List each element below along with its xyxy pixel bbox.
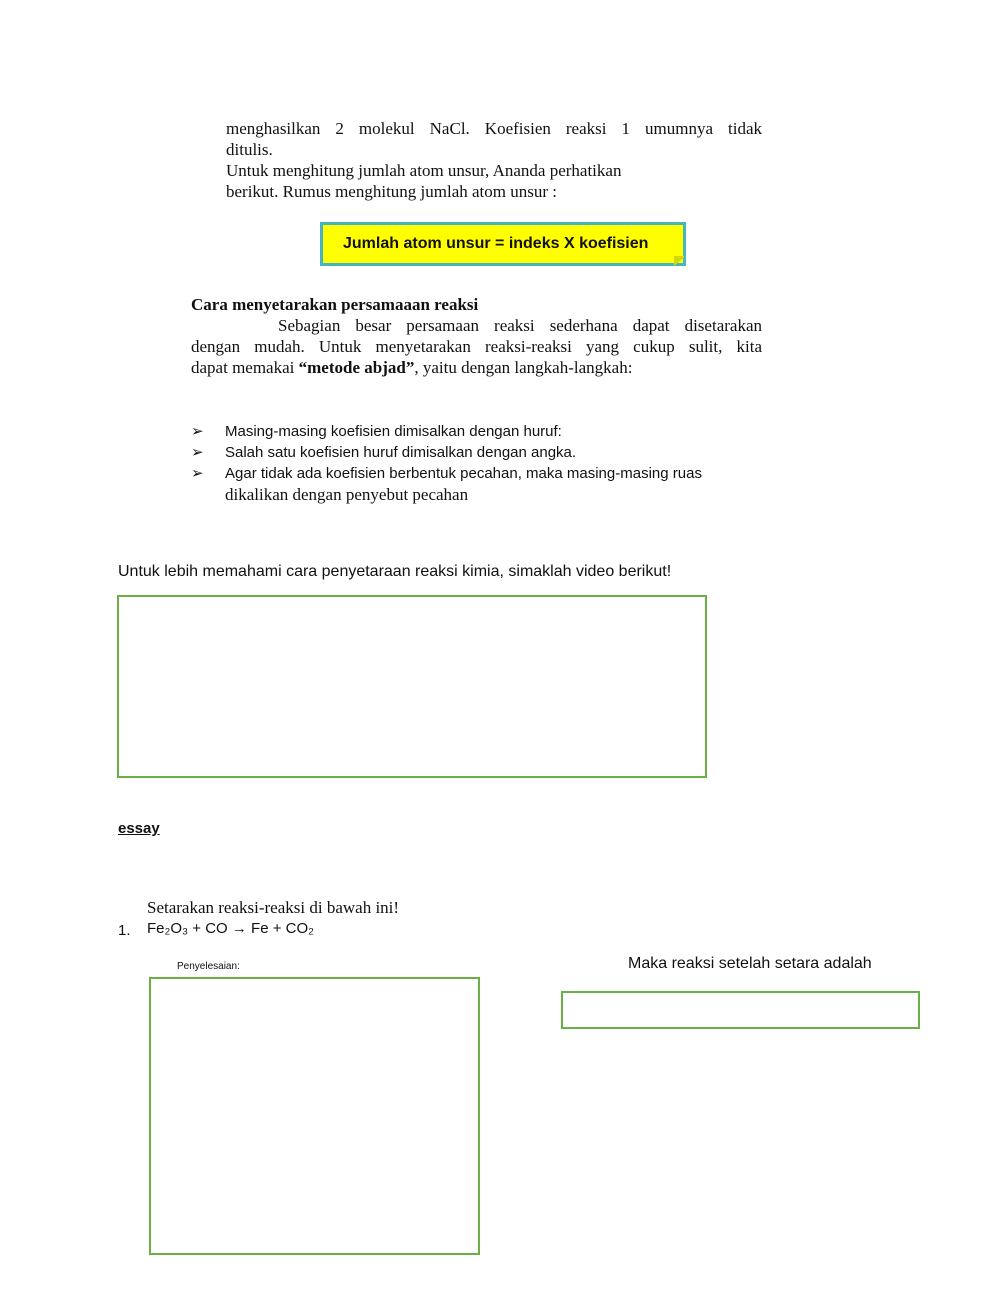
- video-prompt: Untuk lebih memahami cara penyetaraan reaksi kimia, simaklah video berikut!: [118, 563, 672, 580]
- intro-line-3: Untuk menghitung jumlah atom unsur, Ananda perhatikan: [226, 161, 622, 180]
- bullet-text-1: Masing-masing koefisien dimisalkan dengan huruf:: [225, 423, 562, 440]
- work-label: Penyelesaian:: [177, 961, 240, 972]
- answer-work-box[interactable]: [149, 977, 480, 1255]
- callout-fold-corner: [674, 256, 686, 266]
- bullet-item-1: [191, 421, 562, 442]
- bullet-text-3: Agar tidak ada koefisien berbentuk pecahan, maka masing-masing ruas: [225, 465, 702, 482]
- arrow-bullet-icon: ➢: [191, 465, 204, 482]
- essay-label: essay: [118, 820, 160, 837]
- question-instruction: Setarakan reaksi-reaksi di bawah ini!: [147, 898, 400, 917]
- section-line-3-prefix: dapat memakai: [191, 358, 299, 377]
- video-embed-box[interactable]: [117, 595, 707, 778]
- section-line-1: Sebagian besar persamaan reaksi sederhana dapat disetarakan: [278, 316, 762, 335]
- question-number: 1.: [118, 922, 131, 939]
- section-line-2: dengan mudah. Untuk menyetarakan reaksi-reaksi yang cukup sulit, kita: [191, 337, 762, 356]
- formula-text: Jumlah atom unsur = indeks X koefisien: [343, 235, 649, 252]
- balanced-reaction-input[interactable]: [561, 991, 920, 1029]
- bullet-item-2: [191, 442, 576, 463]
- intro-line-1: menghasilkan 2 molekul NaCl. Koefisien reaksi 1 umumnya tidak: [226, 119, 762, 138]
- section-line-3: [191, 357, 632, 378]
- result-label: Maka reaksi setelah setara adalah: [628, 955, 872, 972]
- section-heading: Cara menyetarakan persamaaan reaksi: [191, 295, 479, 314]
- formula-callout: [320, 222, 686, 266]
- question-equation: Fe₂O₃ + CO → Fe + CO₂: [147, 920, 314, 937]
- intro-line-2: ditulis.: [226, 140, 273, 159]
- arrow-bullet-icon: ➢: [191, 423, 204, 440]
- intro-line-4: berikut. Rumus menghitung jumlah atom unsur :: [226, 182, 558, 201]
- bullet-item-3: [191, 463, 702, 484]
- bullet-text-2: Salah satu koefisien huruf dimisalkan dengan angka.: [225, 444, 577, 461]
- metode-abjad-term: “metode abjad”: [298, 358, 415, 377]
- bullet-text-3-continued: dikalikan dengan penyebut pecahan: [225, 485, 469, 504]
- section-line-3-suffix: , yaitu dengan langkah-langkah:: [414, 358, 633, 377]
- arrow-bullet-icon: ➢: [191, 444, 204, 461]
